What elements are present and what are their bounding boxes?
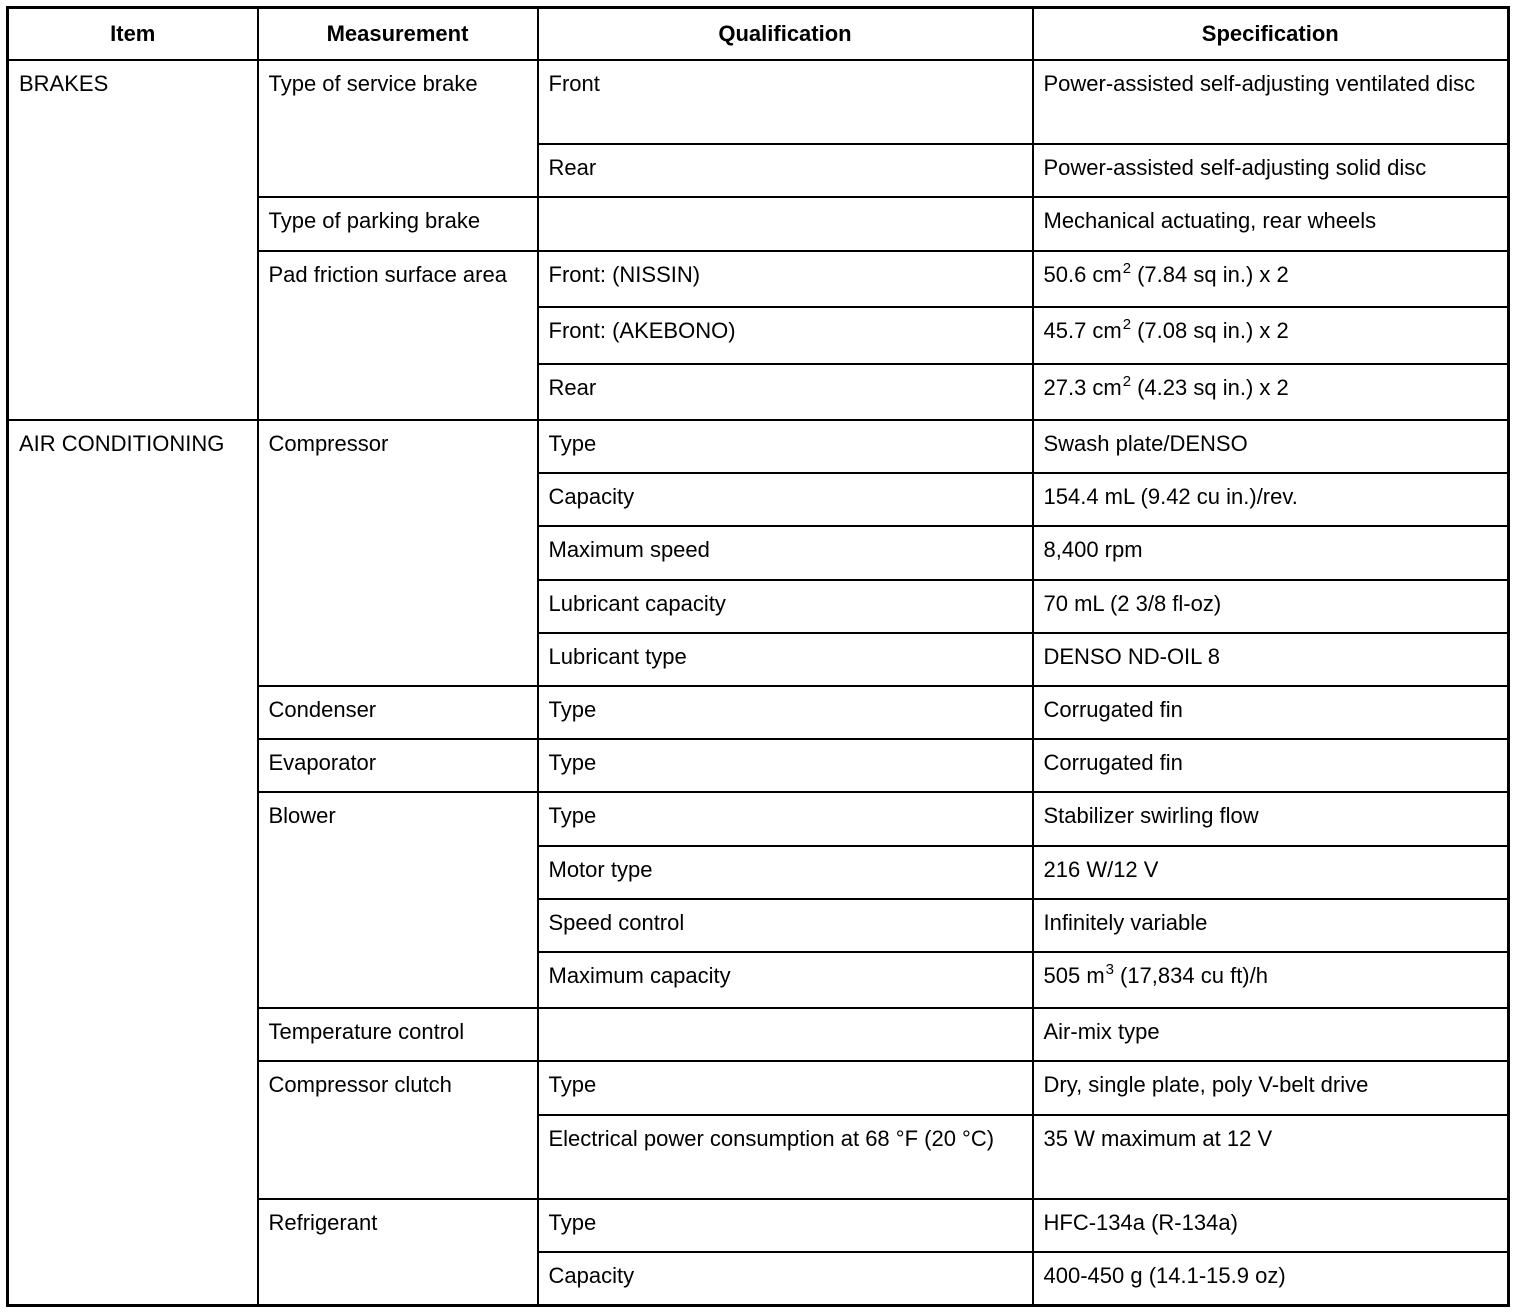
- specification-cell: 35 W maximum at 12 V: [1033, 1115, 1509, 1199]
- qualification-cell: Type: [538, 686, 1033, 739]
- qualification-cell: Type: [538, 739, 1033, 792]
- qualification-cell: Maximum capacity: [538, 952, 1033, 1008]
- specification-cell: Mechanical actuating, rear wheels: [1033, 197, 1509, 251]
- spec-value: 45.7 cm: [1043, 318, 1122, 344]
- spec-exponent: 2: [1122, 372, 1132, 390]
- qualification-cell: Front: (AKEBONO): [538, 307, 1033, 363]
- header-specification: Specification: [1033, 8, 1509, 60]
- measurement-cell: Pad friction surface area: [258, 251, 538, 420]
- specification-cell: [1033, 952, 1509, 1008]
- specification-cell: 400-450 g (14.1-15.9 oz): [1033, 1252, 1509, 1305]
- qualification-cell: Front: (NISSIN): [538, 251, 1033, 307]
- measurement-cell: Condenser: [258, 686, 538, 739]
- qualification-cell: Type: [538, 792, 1033, 845]
- specification-cell: Corrugated fin: [1033, 739, 1509, 792]
- qualification-cell: Capacity: [538, 1252, 1033, 1305]
- specification-cell: 70 mL (2 3/8 fl-oz): [1033, 580, 1509, 633]
- specification-cell: DENSO ND-OIL 8: [1033, 633, 1509, 686]
- qualification-cell: Capacity: [538, 473, 1033, 526]
- qualification-cell: Lubricant capacity: [538, 580, 1033, 633]
- specification-cell: [1033, 307, 1509, 363]
- qualification-cell: Front: [538, 60, 1033, 144]
- specification-cell: HFC-134a (R-134a): [1033, 1199, 1509, 1252]
- spec-rest: (7.08 sq in.) x 2: [1137, 318, 1289, 344]
- qualification-cell: Speed control: [538, 899, 1033, 952]
- qualification-cell: Lubricant type: [538, 633, 1033, 686]
- specification-cell: 216 W/12 V: [1033, 846, 1509, 899]
- header-qualification: Qualification: [538, 8, 1033, 60]
- spec-value: 50.6 cm: [1043, 262, 1122, 288]
- item-cell-brakes: BRAKES: [8, 60, 258, 420]
- measurement-cell: Temperature control: [258, 1008, 538, 1061]
- header-row: [8, 8, 1509, 60]
- spec-exponent: 2: [1122, 260, 1132, 278]
- qualification-cell: Electrical power consumption at 68 °F (20 °C): [538, 1115, 1033, 1199]
- qualification-cell: Motor type: [538, 846, 1033, 899]
- qualification-cell: Type: [538, 1061, 1033, 1114]
- qualification-cell: Type: [538, 1199, 1033, 1252]
- specification-cell: Dry, single plate, poly V-belt drive: [1033, 1061, 1509, 1114]
- qualification-cell: Maximum speed: [538, 526, 1033, 579]
- table-row: [8, 60, 1509, 144]
- item-cell-air-conditioning: AIR CONDITIONING: [8, 420, 258, 1306]
- specification-cell: 8,400 rpm: [1033, 526, 1509, 579]
- qualification-cell: Rear: [538, 144, 1033, 197]
- header-item: Item: [8, 8, 258, 60]
- qualification-cell: [538, 1008, 1033, 1061]
- measurement-cell: Refrigerant: [258, 1199, 538, 1306]
- specification-cell: Infinitely variable: [1033, 899, 1509, 952]
- specification-cell: Stabilizer swirling flow: [1033, 792, 1509, 845]
- specification-cell: Power-assisted self-adjusting ventilated disc: [1033, 60, 1509, 144]
- spec-rest: (7.84 sq in.) x 2: [1137, 262, 1289, 288]
- measurement-cell: Compressor clutch: [258, 1061, 538, 1199]
- spec-exponent: 3: [1105, 960, 1114, 978]
- qualification-cell: [538, 197, 1033, 251]
- spec-rest: (17,834 cu ft)/h: [1120, 962, 1268, 988]
- measurement-cell: Blower: [258, 792, 538, 1008]
- specification-cell: [1033, 251, 1509, 307]
- measurement-cell: Type of parking brake: [258, 197, 538, 251]
- measurement-cell: Evaporator: [258, 739, 538, 792]
- qualification-cell: Type: [538, 420, 1033, 473]
- header-measurement: Measurement: [258, 8, 538, 60]
- specification-cell: Air-mix type: [1033, 1008, 1509, 1061]
- specification-cell: [1033, 364, 1509, 420]
- measurement-cell: Type of service brake: [258, 60, 538, 198]
- spec-value: 505 m: [1043, 962, 1105, 988]
- table-row: [8, 420, 1509, 473]
- spec-exponent: 2: [1122, 316, 1132, 334]
- specification-cell: 154.4 mL (9.42 cu in.)/rev.: [1033, 473, 1509, 526]
- measurement-cell: Compressor: [258, 420, 538, 686]
- specifications-table: [6, 6, 1510, 1307]
- specification-cell: Power-assisted self-adjusting solid disc: [1033, 144, 1509, 197]
- spec-rest: (4.23 sq in.) x 2: [1137, 374, 1289, 400]
- qualification-cell: Rear: [538, 364, 1033, 420]
- specification-cell: Swash plate/DENSO: [1033, 420, 1509, 473]
- spec-value: 27.3 cm: [1043, 374, 1122, 400]
- specification-cell: Corrugated fin: [1033, 686, 1509, 739]
